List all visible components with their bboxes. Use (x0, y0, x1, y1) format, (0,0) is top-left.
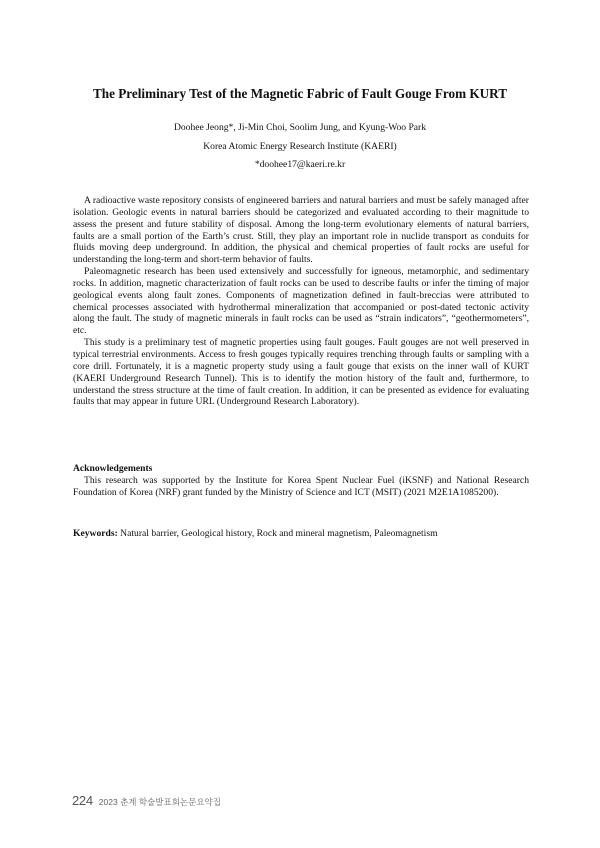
acknowledgements-text: This research was supported by the Institute for Korea Spent Nuclear Fuel (iKSNF) and National Research Foundation of Korea (NRF) grant funded by the Ministry of Science and ICT (MSIT) (2021 M2E1A1085200). (73, 475, 529, 498)
paper-title: The Preliminary Test of the Magnetic Fabric of Fault Gouge From KURT (92, 86, 508, 101)
page-number: 224 (72, 793, 93, 808)
keywords-label: Keywords: (73, 528, 118, 539)
author-list: Doohee Jeong*, Ji-Min Choi, Soolim Jung, and Kyung-Woo Park (173, 122, 427, 133)
journal-name: 2023 춘계 학술발표회논문요약집 (98, 797, 221, 807)
acknowledgements-body (73, 475, 529, 499)
page-footer (72, 792, 221, 810)
abstract-paragraph: This study is a preliminary test of magnetic properties using fault gouges. Fault gouges are not well preserved in typical terrestrial environments. Access to fresh gouges typically requires trenching through faults or sampling with a core drill. Fortunately, it is a magnetic property study using a fault gouge that exists on the inner wall of KURT (KAERI Underground Research Tunnel). This is to identify the motion history of the fault and, furthermore, to understand the stress structure at the time of fault creation. In addition, it can be presented as evidence for evaluating faults that may appear in future URL (Underground Research Laboratory). (73, 337, 529, 408)
acknowledgements-heading: Acknowledgements (73, 463, 153, 474)
keywords-text: Natural barrier, Geological history, Rock and mineral magnetism, Paleomagnetism (117, 528, 438, 539)
affiliation: Korea Atomic Energy Research Institute (KAERI) (203, 141, 397, 152)
corresponding-email: *doohee17@kaeri.re.kr (254, 159, 346, 170)
abstract-paragraph: Paleomagnetic research has been used extensively and successfully for igneous, metamorphic, and sedimentary rocks. In addition, magnetic characterization of fault rocks can be used to describe faults or infer the timing of major geological events along fault zones. Components of magnetization defined in fault-breccias were attributed to chemical processes associated with hydrothermal mineralization that accompanied or post-dated tectonic activity along the fault. The study of magnetic minerals in fault rocks can be used as “strain indicators”, “geothermometers”, etc. (73, 266, 529, 337)
abstract-body (73, 195, 529, 408)
keywords-line (73, 528, 529, 540)
abstract-paragraph: A radioactive waste repository consists of engineered barriers and natural barriers and must be safely managed after isolation. Geologic events in natural barriers should be categorized and evaluated according to their magnitude to assess the present and future stability of disposal. Among the long-term evolutionary elements of natural barriers, faults are a small portion of the Earth’s crust. Still, they play an important role in nuclide transport as conduits for fluids moving deep underground. In addition, the physical and chemical properties of fault rocks are useful for understanding the long-term and short-term behavior of faults. (73, 195, 529, 266)
